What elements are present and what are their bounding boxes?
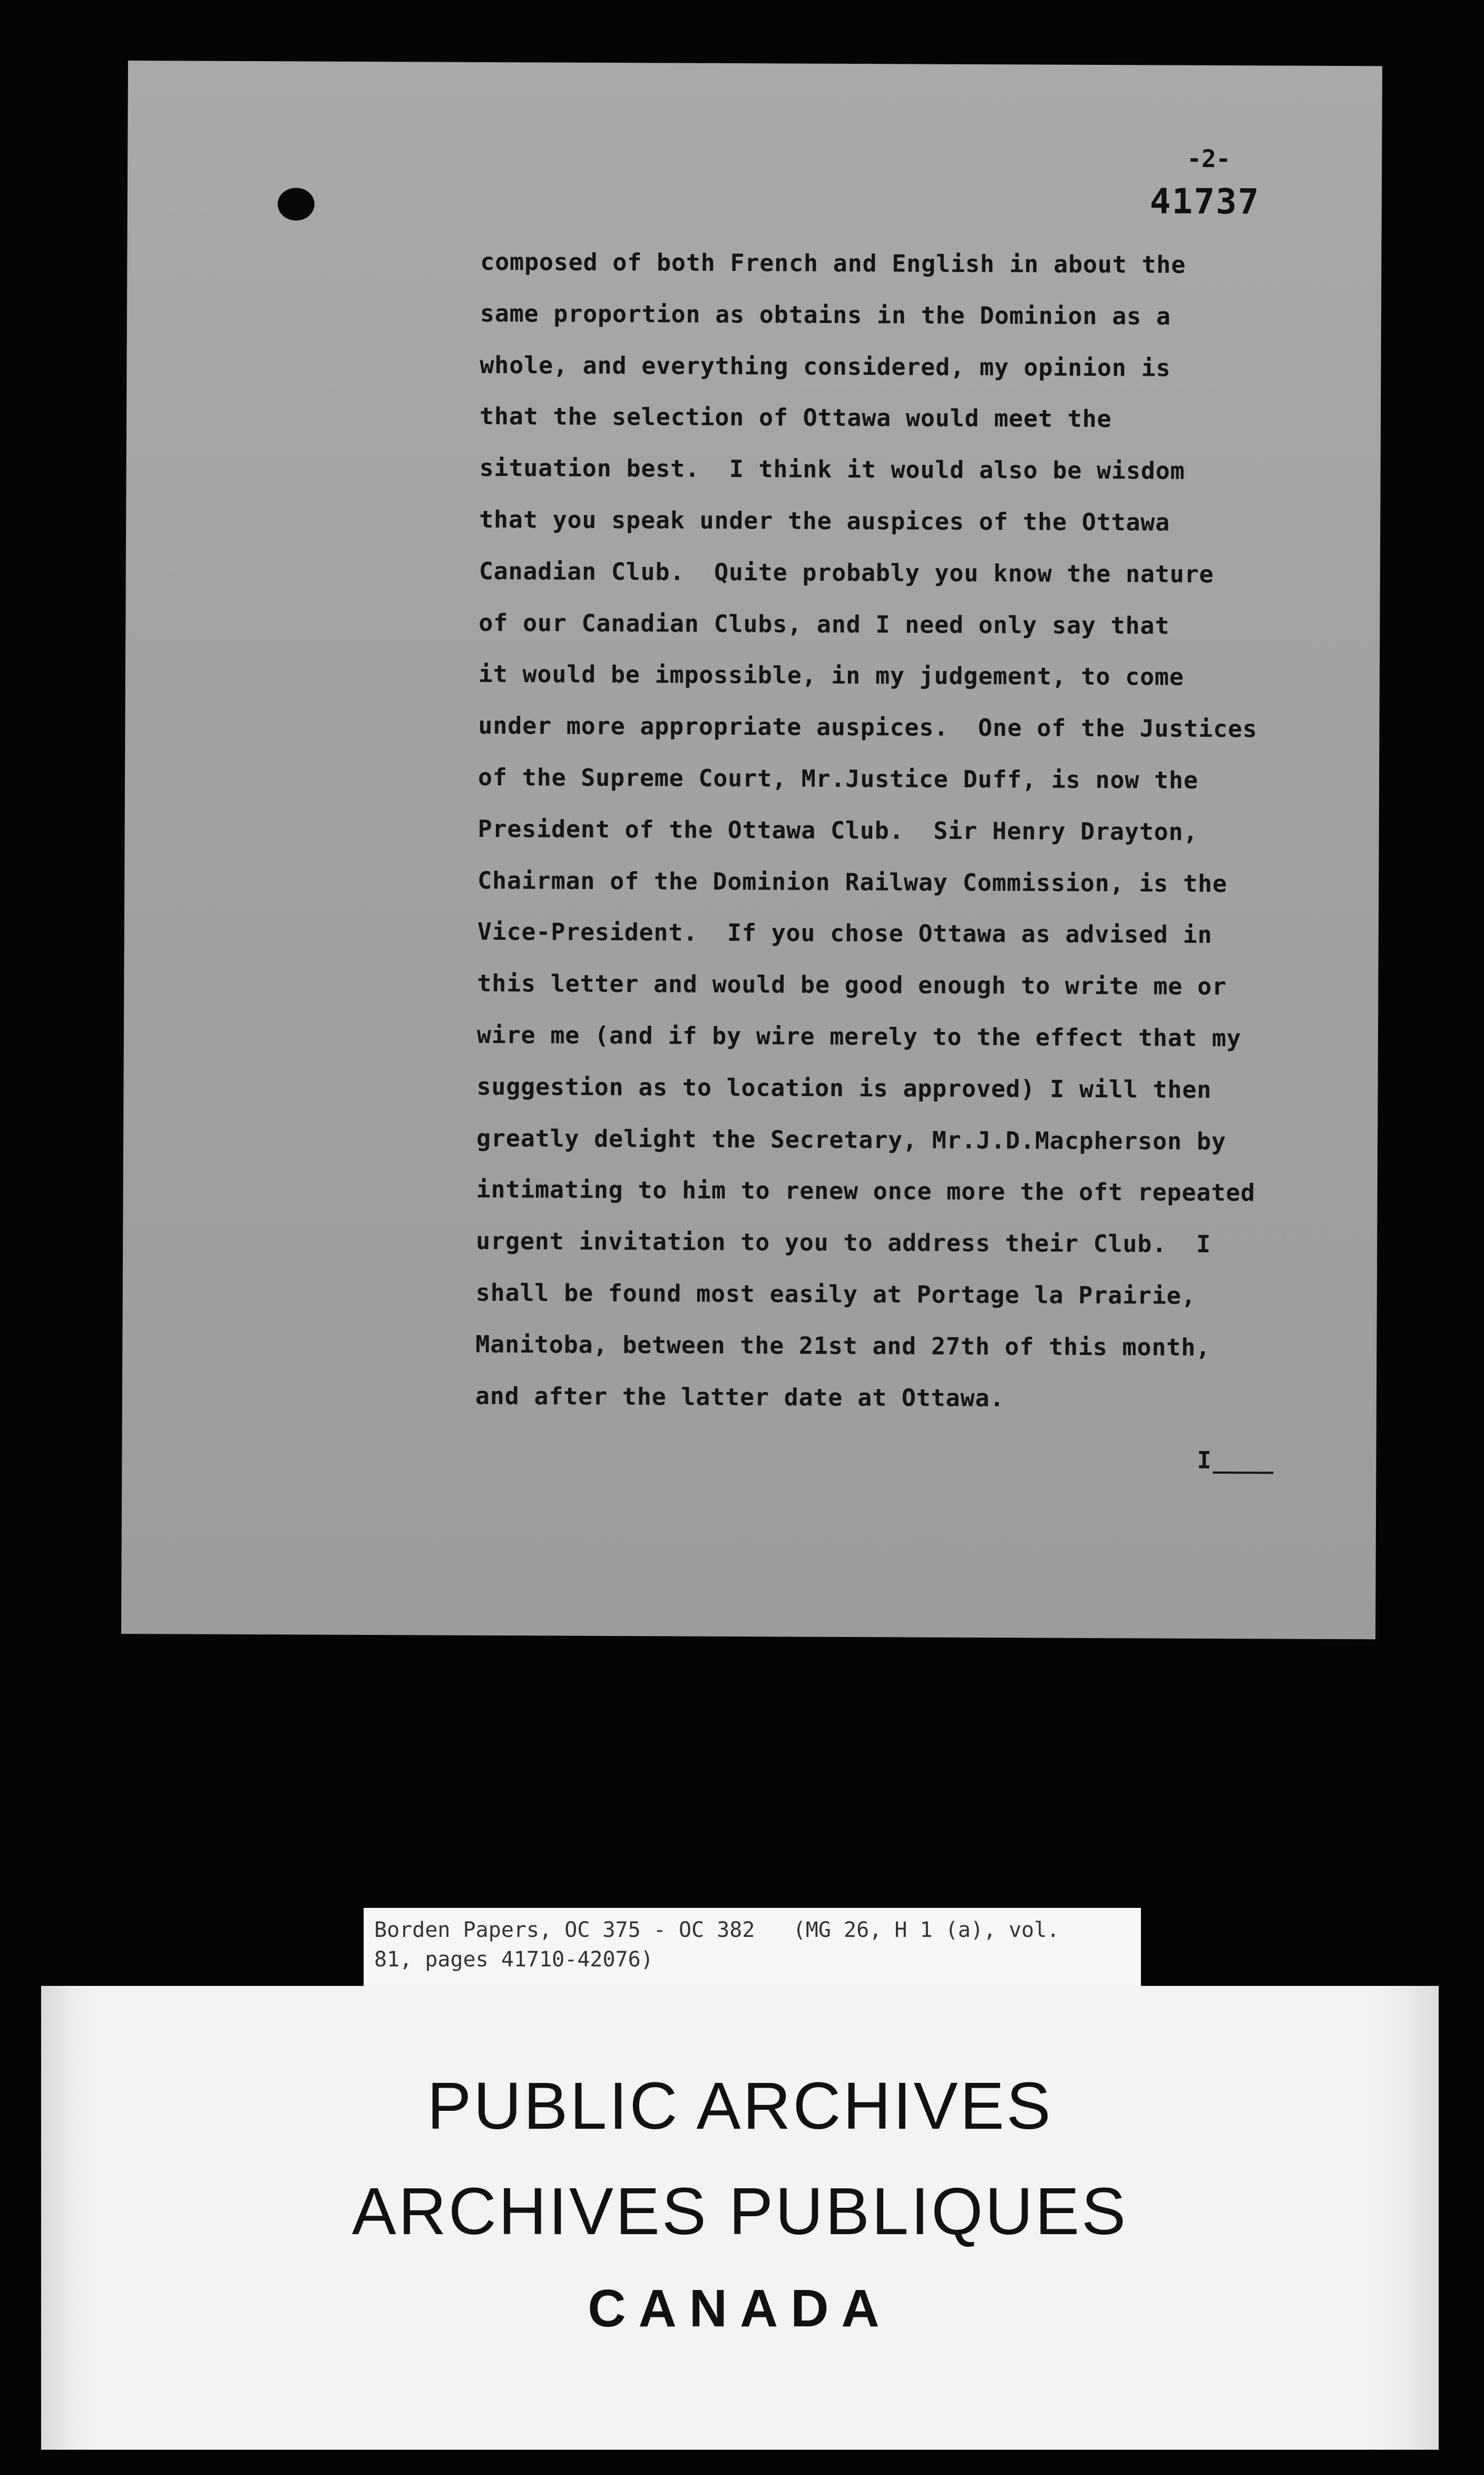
letter-line: it would be impossible, in my judgement, to come (478, 660, 1184, 691)
letter-body (475, 236, 1387, 1426)
letter-line: President of the Ottawa Club. Sir Henry Drayton, (477, 814, 1198, 846)
document-page (121, 61, 1382, 1639)
letter-line: Manitoba, between the 21st and 27th of this month, (475, 1330, 1211, 1361)
reference-line: Borden Papers, OC 375 - OC 382 (MG 26, H 1 (a), vol. (374, 1918, 1060, 1942)
letter-line: this letter and would be good enough to write me or (477, 969, 1227, 1001)
letter-line: intimating to him to renew once more the oft repeated (476, 1175, 1256, 1207)
letter-line: that the selection of Ottawa would meet the (479, 402, 1112, 433)
letter-line: of our Canadian Clubs, and I need only say that (479, 608, 1170, 640)
letter-line: of the Supreme Court, Mr.Justice Duff, is now the (477, 763, 1198, 794)
letter-line: suggestion as to location is approved) I will then (476, 1072, 1212, 1104)
letter-line: under more appropriate auspices. One of the Justices (478, 712, 1257, 743)
letter-line: and after the latter date at Ottawa. (475, 1381, 1005, 1412)
reference-line: 81, pages 41710-42076) (374, 1947, 653, 1972)
letter-line: shall be found most easily at Portage la Prairie, (475, 1278, 1196, 1310)
letter-line: greatly delight the Secretary, Mr.J.D.Macpherson by (476, 1124, 1226, 1155)
letter-line: Canadian Club. Quite probably you know the nature (479, 557, 1214, 588)
letter-line: Vice-President. If you chose Ottawa as advised in (477, 918, 1213, 949)
letter-line: composed of both French and English in about the (480, 247, 1186, 279)
letter-line: same proportion as obtains in the Dominion as a (480, 299, 1171, 330)
punch-hole-mark (278, 188, 315, 220)
archives-country: CANADA (588, 2279, 892, 2338)
letter-line: situation best. I think it would also be wisdom (479, 454, 1185, 485)
archives-title-english: PUBLIC ARCHIVES (427, 2069, 1053, 2143)
archives-target-card (41, 1986, 1439, 2450)
letter-line: Chairman of the Dominion Railway Commission, is the (477, 866, 1227, 898)
archives-title-french: ARCHIVES PUBLIQUES (352, 2174, 1128, 2248)
letter-line: urgent invitation to you to address their Club. I (476, 1227, 1211, 1259)
letter-line: whole, and everything considered, my opinion is (480, 350, 1171, 382)
page-number: -2- (1187, 144, 1231, 173)
folio-number: 41737 (1149, 181, 1260, 222)
continuation-rule (1213, 1472, 1273, 1474)
letter-line: that you speak under the auspices of the Ottawa (479, 505, 1170, 537)
microfilm-reference-label (364, 1908, 1141, 1987)
letter-line: wire me (and if by wire merely to the effect that my (476, 1020, 1242, 1053)
continuation-catchword: I (1197, 1446, 1212, 1474)
